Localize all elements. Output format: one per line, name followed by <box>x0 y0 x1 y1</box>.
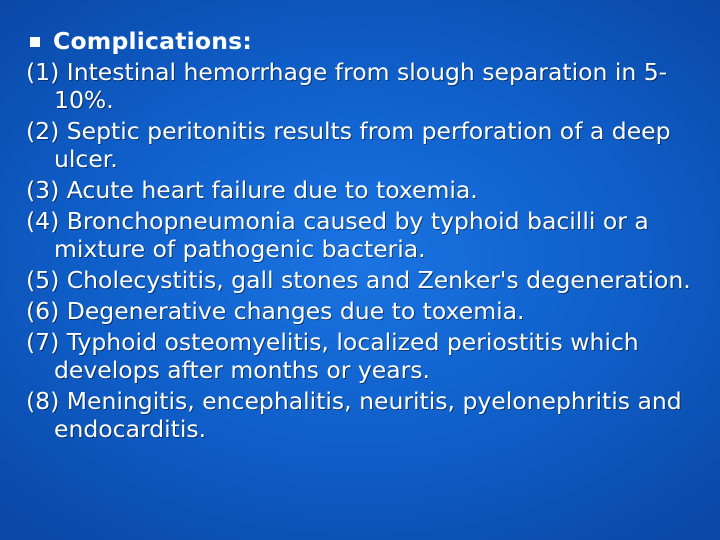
list-item: (7) Typhoid osteomyelitis, localized periostitis which develops after months or years. <box>26 328 639 384</box>
square-bullet-icon <box>30 37 40 47</box>
slide-heading: Complications: <box>53 27 252 55</box>
list-item: (5) Cholecystitis, gall stones and Zenker's degeneration. <box>26 266 691 294</box>
list-item: (6) Degenerative changes due to toxemia. <box>26 297 525 325</box>
list-item: (4) Bronchopneumonia caused by typhoid bacilli or a mixture of pathogenic bacteria. <box>26 207 649 263</box>
complications-list <box>26 58 706 446</box>
list-item: (8) Meningitis, encephalitis, neuritis, pyelonephritis and endocarditis. <box>26 387 682 443</box>
list-item: (1) Intestinal hemorrhage from slough separation in 5-10%. <box>26 58 668 114</box>
heading-row <box>24 24 252 58</box>
list-item: (3) Acute heart failure due to toxemia. <box>26 176 478 204</box>
list-item: (2) Septic peritonitis results from perforation of a deep ulcer. <box>26 117 671 173</box>
